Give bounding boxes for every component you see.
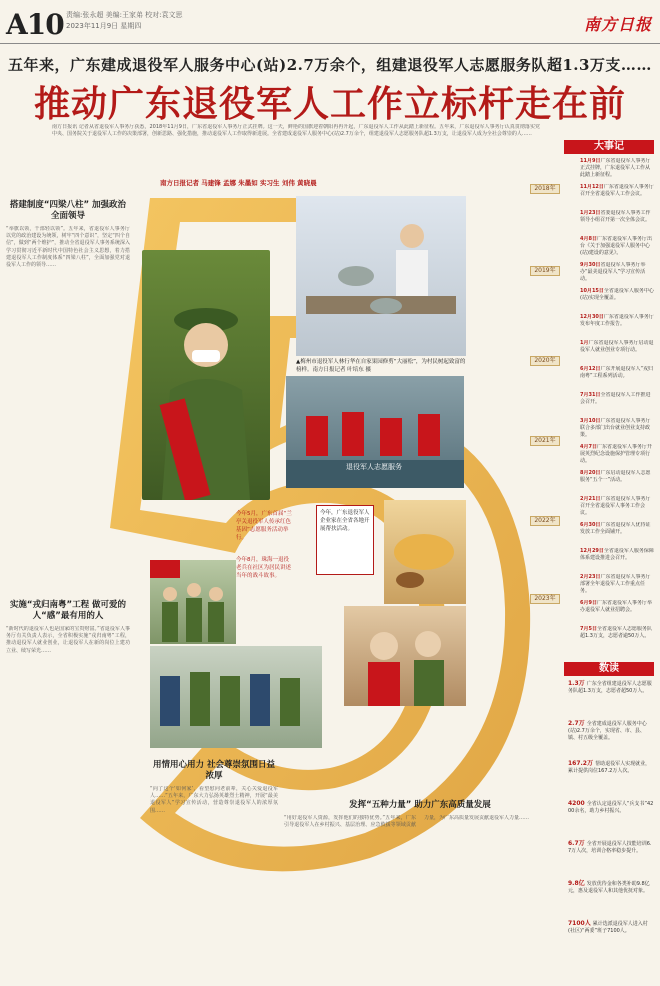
section-2-title: 实施“戎归南粤”工程 做可爱的人“感”最有用的人 [9,600,127,621]
event-text: 省退役军人事务厅举办“最美退役军人”学习宣传活动。 [580,262,646,282]
year-tag: 2019年 [530,266,560,276]
caption-box-4 [316,505,374,575]
timeline-event [580,158,654,182]
event-text: 广东省退役军人事务厅启动退役军人就业创业专项行动。 [580,340,654,353]
page-header [0,0,660,44]
event-date: 6月9日 [580,600,597,606]
stat-number: 2.7万 [568,720,587,727]
event-text: 广东省退役军人事务厅召开全省退役军人事务工作会议。 [580,496,651,516]
photo-soldier [142,250,270,500]
event-date: 4月7日 [580,444,597,450]
edition-date: 2023年11月9日 星期四 [66,22,142,30]
event-date: 11月12日 [580,184,604,190]
timeline-event [580,626,654,650]
stat-text: 广东全省组建退役军人志愿服务队超1.3万支，志愿者超50万人。 [568,681,652,694]
stat-text: 发放优待金和各类补助9.8亿元，惠及退役军人和其他优抚对象。 [568,881,650,894]
event-text: 广东省退役军人事务厅出台《关于加强退役军人服务中心(站)建设的意见》。 [580,236,652,256]
event-text: 广东开展退役军人“戎归南粤”工程系列活动。 [580,366,654,379]
event-text: 全省退役军人志愿服务队超1.3万支，志愿者逾50万人。 [580,626,652,639]
caption-3-left: 今年5月，广东首届“兰亭关退役军人传承红色基因”志愿服务活动举行。 [236,511,292,541]
photo-veterans-group [150,560,236,644]
stat-text: 累计选派退役军人进入村(社区)“两委”班子7100人。 [568,921,648,934]
section-4 [284,800,556,980]
timeline-event [580,496,654,520]
year-tag: 2020年 [530,356,560,366]
sidebar [564,140,654,982]
timeline-event [580,262,654,286]
stat-text: 全省开展退役军人技能培训6.7万人次，培训合格率稳步提升。 [568,841,652,854]
timeline-event [580,574,654,598]
caption-4: 今年，广东退役军人企业家在全省各地开展帮扶活动。 [320,510,370,532]
timeline-event [580,470,654,494]
event-date: 6月12日 [580,366,601,372]
photo-elderly [344,606,466,706]
event-text: 广东省退役军人事务厅召开全省退役军人工作会议。 [580,184,654,197]
caption-1: ▲梅州市退役军人林行华在自家果园修剪“大丽松”，为村民树起致富的榜样。南方日报记者 叶培东 摄 [296,359,466,373]
event-date: 11月9日 [580,158,601,164]
stat-number: 7100人 [568,920,593,927]
event-date: 6月30日 [580,522,601,528]
lead-paragraph: 南方日报讯 记者从省退役军人事务厅获悉，2018年11月9日，广东省退役军人事务厅正式挂牌。这一天，鲜艳的国旗迎着朝阳冉冉升起，广东退役军人工作从此踏上新征程。五年来，广东退役军人事务厅认真贯彻落实党中央、国务院关于退役军人工作的决策部署，创新思路、强化措施，推动退役军人工作取得新进展。全省建成退役军人服务中心(站)2.7万余个，组建退役军人志愿服务队超1.3万支，让退役军人成为全社会尊崇的人…… [52,124,540,138]
main-headline: 推动广东退役军人工作立标杆走在前 [33,83,626,125]
event-date: 1月23日 [580,210,601,216]
timeline-event [580,340,654,364]
stats-list [564,676,654,976]
year-tag: 2018年 [530,184,560,194]
photo-products [384,500,466,604]
timeline [564,154,654,654]
photo-rescue [286,376,464,488]
byline: 南方日报记者 马建锋 孟娜 朱墨如 实习生 刘伟 黄晓晨 [160,179,317,187]
page-number: A10 [6,8,64,41]
section-2 [6,600,130,980]
timeline-event [580,210,654,234]
timeline-event [580,288,654,312]
timeline-event [580,366,654,390]
products-illustration [384,500,466,604]
year-tag: 2023年 [530,594,560,604]
event-text: 广东省退役军人事务厅联合多部门出台就业创业支持政策。 [580,418,651,438]
event-date: 1月 [580,340,589,346]
community-illustration [150,646,322,748]
event-date: 12月30日 [580,314,604,320]
section-2-body: “新时代的退役军人也是国家的宝贵财富。”省退役军人事务厅有关负责人表示，全省积极实施“戎归南粤”工程，推动退役军人就业创业，让退役军人在新的岗位上建功立业、续写荣光…… [6,626,130,654]
stat-item [568,880,654,895]
event-date: 8月20日 [580,470,601,476]
event-date: 2月21日 [580,496,601,502]
year-tag: 2021年 [530,436,560,446]
stat-text: 帮助退役军人实现就业，累计提供岗位167.2万人次。 [568,761,651,774]
event-text: 广东省退役军人事务厅发布年度工作报告。 [580,314,654,327]
photo-veteran-farm [296,196,466,356]
farm-illustration [296,196,466,356]
section-3-body: “向了这个‘如何家’，看望慰问老前辈，关心关爱退役军人……”五年来，广东大力弘扬英雄烈士精神，开展“最美退役军人”学习宣传活动，营造尊崇退役军人的浓厚氛围…… [150,786,278,814]
timeline-event [580,184,654,208]
section-4-body: “用好退役军人资源，发挥他们的独特优势。”五年来，广东引导退役军人在乡村振兴、基层治理、应急救援等领域贡献力量，为广东高质量发展贡献退役军人力量…… [284,815,530,829]
timeline-event [580,548,654,572]
event-date: 10月15日 [580,288,604,294]
event-text: 全省退役军人工作推进会召开。 [580,392,651,405]
section-1 [6,200,130,510]
event-date: 4月8日 [580,236,597,242]
stat-text: 全省认定退役军人“兵支书”4200余名，助力乡村振兴。 [568,801,654,814]
stat-number: 9.8亿 [568,880,587,887]
section-3 [150,760,278,980]
photo-community [150,646,322,748]
event-date: 2月23日 [580,574,601,580]
event-text: 全省退役军人服务中心(站)实现全覆盖。 [580,288,654,301]
stats-title: 数读 [564,662,654,676]
event-date: 12月29日 [580,548,604,554]
timeline-event [580,522,654,546]
section-1-title: 搭建制度“四梁八柱” 加强政治全面领导 [9,200,127,221]
elderly-illustration [344,606,466,706]
stat-number: 4200 [568,800,587,807]
year-tag: 2022年 [530,516,560,526]
sidebar-title: 大事记 [564,140,654,154]
timeline-event [580,392,654,416]
event-date: 7月5日 [580,626,597,632]
group-illustration [150,560,236,644]
timeline-event [580,236,654,260]
stat-item [568,760,654,775]
stat-number: 167.2万 [568,760,596,767]
timeline-event [580,418,654,442]
timeline-event [580,444,654,468]
event-text: 广东省退役军人事务厅部署全年退役军人工作重点任务。 [580,574,651,594]
event-date: 9月30日 [580,262,601,268]
soldier-illustration [142,250,270,500]
caption-3-right: 今年8月，珠海一退役老兵在社区为居民讲述当年的战斗故事。 [236,557,292,579]
stat-item [568,840,654,855]
stat-item [568,680,654,695]
event-text: 广东省退役军人事务厅举办退役军人就业招聘会。 [580,600,652,613]
stat-number: 1.3万 [568,680,587,687]
kicker-headline: 五年来，广东建成退役军人服务中心(站)2.7万余个，组建退役军人志愿服务队超1.3万支…… [8,56,652,74]
stat-item [568,800,654,815]
event-date: 7月31日 [580,392,601,398]
timeline-event [580,314,654,338]
event-date: 3月10日 [580,418,601,424]
edition-info [66,10,183,32]
stat-text: 全省建成退役军人服务中心(站)2.7万余个，实现省、市、县、镇、村五级全覆盖。 [568,721,647,741]
timeline-event [580,600,654,624]
section-3-title: 用情用心用力 社会尊崇氛围日益浓厚 [153,760,275,781]
event-text: 广东省退役军人事务厅正式挂牌，广东退役军人工作从此踏上新征程。 [580,158,651,178]
event-text: 省委退役军人事务工作领导小组召开第一次全体会议。 [580,210,651,223]
section-4-title: 发挥“五种力量” 助力广东高质量发展 [349,800,491,810]
event-text: 广东启动退役军人志愿服务“五个一”活动。 [580,470,651,483]
stat-number: 6.7万 [568,840,587,847]
section-1-body: “举旗以领，干部轻以领”。五年来，省退役军人事务厅以党的政治建设为统领，树牢“四个意识”，坚定“四个自信”，做到“两个维护”，推动全省退役军人事务系统深入学习贯彻习近平新时代中国特色社会主义思想，着力搭建退役军人工作制度体系“四梁八柱”，全面加强党对退役军人工作的领导…… [6,226,130,269]
event-text: 广东省退役军人优待证发放工作全面铺开。 [580,522,651,535]
event-text: 全省退役军人服务保障体系建设推进会召开。 [580,548,654,561]
photo-label: 退役军人志愿服务 [346,463,402,471]
edition-line: 责编:张永超 美编:王家弟 校对:袁文思 [66,11,183,19]
stat-item [568,720,654,742]
event-text: 广东省退役军人事务厅开展英烈纪念设施保护管理专项行动。 [580,444,652,464]
newspaper-logo: 南方日报 [583,15,652,34]
stat-item [568,920,654,935]
